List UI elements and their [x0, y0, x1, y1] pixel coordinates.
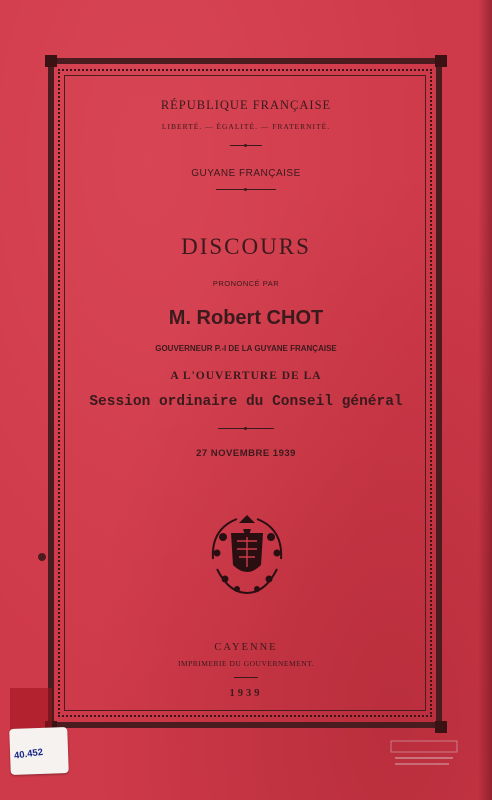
- speaker-name: M. Robert CHOT: [168, 307, 324, 329]
- header-republique: RÉPUBLIQUE FRANÇAISE: [160, 98, 332, 112]
- occasion-line-1: A L'OUVERTURE DE LA: [170, 370, 322, 382]
- header-devise: LIBERTÉ. — ÉGALITÉ. — FRATERNITÉ.: [161, 122, 331, 131]
- stamp-graphic: [389, 738, 459, 772]
- library-watermark-stamp: [389, 738, 459, 772]
- publication-year: 1939: [229, 688, 263, 699]
- speaker-title: GOUVERNEUR P.-I DE LA GUYANE FRANÇAISE: [155, 344, 337, 353]
- speech-date: 27 NOVEMBRE 1939: [196, 448, 296, 459]
- occasion-line-2: Session ordinaire du Conseil général: [89, 394, 403, 410]
- divider-dot: [244, 144, 247, 147]
- pronounced-by: PRONONCÉ PAR: [212, 279, 280, 288]
- printer-name: IMPRIMERIE DU GOUVERNEMENT.: [177, 659, 315, 668]
- border-corner-ornament: [435, 721, 447, 733]
- printing-city: CAYENNE: [214, 642, 278, 653]
- colony-name: GUYANE FRANÇAISE: [191, 168, 301, 179]
- divider-dot: [244, 188, 247, 191]
- border-corner-ornament: [45, 55, 57, 67]
- divider-rule: [234, 677, 258, 678]
- border-corner-ornament: [435, 55, 447, 67]
- document-title: DISCOURS: [181, 234, 311, 259]
- coat-of-arms-emblem: [203, 509, 291, 597]
- divider-dot: [244, 427, 247, 430]
- call-number-text: 40.452: [13, 746, 44, 762]
- cover-blemish: [38, 553, 46, 561]
